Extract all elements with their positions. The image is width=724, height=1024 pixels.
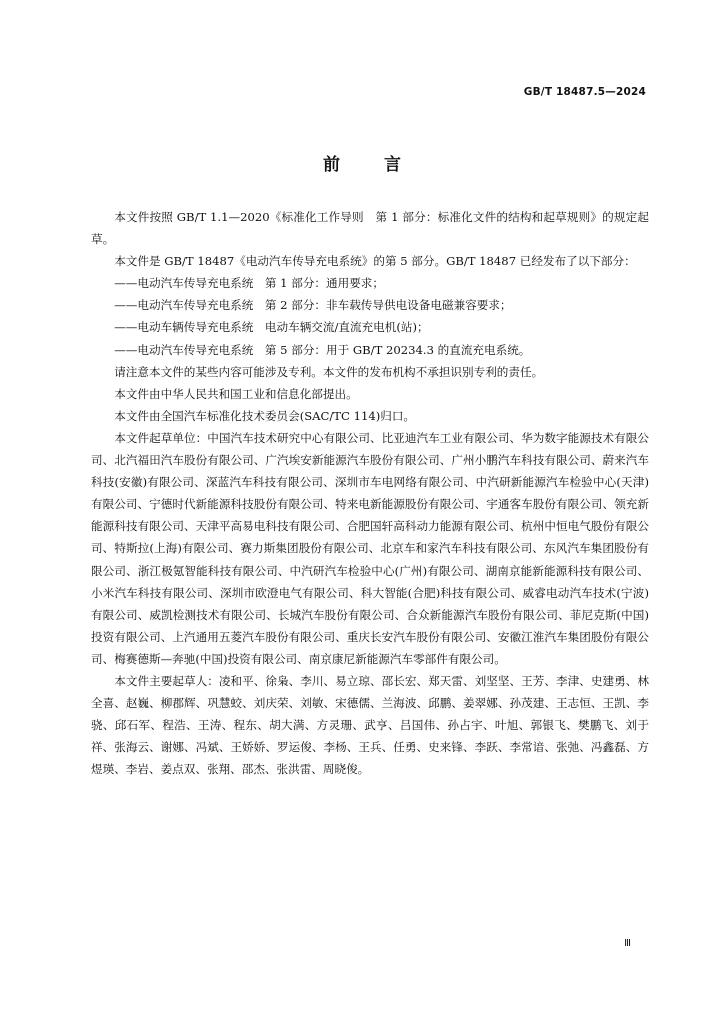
paragraph-drafting-units: 本文件起草单位：中国汽车技术研究中心有限公司、比亚迪汽车工业有限公司、华为数字能源技术有限公司、北汽福田汽车股份有限公司、广汽埃安新能源汽车股份有限公司、广州小鹏汽车科技有限公司、蔚来汽车科技(安徽)有限公司、深蓝汽车科技有限公司、深圳市车电网络有限公司、中汽研新能源汽车检验中心(天津)有限公司、宁德时代新能源科技股份有限公司、特来电新能源股份有限公司、宇通客车股份有限公司、领充新能源科技有限公司、天津平高易电科技有限公司、合肥国轩高科动力能源有限公司、杭州中恒电气股份有限公司、特斯拉(上海)有限公司、赛力斯集团股份有限公司、北京车和家汽车科技有限公司、东风汽车集团股份有限公司、浙江极氪智能科技有限公司、中汽研汽车检验中心(广州)有限公司、湖南京能新能源科技有限公司、小米汽车科技有限公司、深圳市欧澄电气有限公司、科大智能(合肥)科技有限公司、威睿电动汽车技术(宁波)有限公司、威凯检测技术有限公司、长城汽车股份有限公司、合众新能源汽车股份有限公司、菲尼克斯(中国)投资有限公司、上汽通用五菱汽车股份有限公司、重庆长安汽车股份有限公司、安徽江淮汽车集团股份有限公司、梅赛德斯—奔驰(中国)投资有限公司、南京康尼新能源汽车零部件有限公司。 <box>91 430 649 666</box>
foreword-body <box>91 206 649 780</box>
title-char-1: 前 <box>323 155 340 175</box>
paragraph-part-info: 本文件是 GB/T 18487《电动汽车传导充电系统》的第 5 部分。GB/T 18487 已经发布了以下部分： <box>114 254 636 269</box>
title-char-2: 言 <box>384 155 401 175</box>
page-title <box>0 150 724 175</box>
paragraph-proposer: 本文件由中华人民共和国工业和信息化部提出。 <box>114 386 358 401</box>
paragraph-drafting-rules: 本文件按照 GB/T 1.1—2020《标准化工作导则 第 1 部分：标准化文件的结构和起草规则》的规定起草。 <box>91 210 649 247</box>
list-item-part-2: ——电动汽车传导充电系统 第 2 部分：非车载传导供电设备电磁兼容要求； <box>114 298 512 313</box>
page-number: Ⅲ <box>624 938 631 949</box>
standard-number: GB/T 18487.5—2024 <box>523 86 646 98</box>
list-item-part-5: ——电动汽车传导充电系统 第 5 部分：用于 GB/T 20234.3 的直流充电系统。 <box>114 342 531 357</box>
paragraph-responsible-committee: 本文件由全国汽车标准化技术委员会(SAC/TC 114)归口。 <box>114 408 416 423</box>
list-item-part-1: ——电动汽车传导充电系统 第 1 部分：通用要求； <box>114 276 384 291</box>
paragraph-patent-notice: 请注意本文件的某些内容可能涉及专利。本文件的发布机构不承担识别专利的责任。 <box>114 364 544 379</box>
list-item-part-3: ——电动车辆传导充电系统 电动车辆交流/直流充电机(站)； <box>114 320 429 335</box>
paragraph-drafters: 本文件主要起草人：凌和平、徐枭、李川、易立琼、邵长宏、郑天雷、刘坚坚、王芳、李津、史建勇、林全喜、赵巍、柳郡辉、巩慧蛟、刘庆荣、刘敏、宋德儒、兰海波、邱鹏、姜翠娜、孙茂建、王志恒、王凯、李骁、邱石军、程浩、王涛、程东、胡大满、方灵珊、武亨、吕国伟、孙占宇、叶旭、郭银飞、樊鹏飞、刘于祥、张海云、谢娜、冯斌、王娇娇、罗运俊、李杨、王兵、任勇、史来锋、李跃、李常谙、张弛、冯鑫磊、方煜瑛、李岩、姜点双、张翔、邵杰、张洪雷、周晓俊。 <box>91 673 649 777</box>
